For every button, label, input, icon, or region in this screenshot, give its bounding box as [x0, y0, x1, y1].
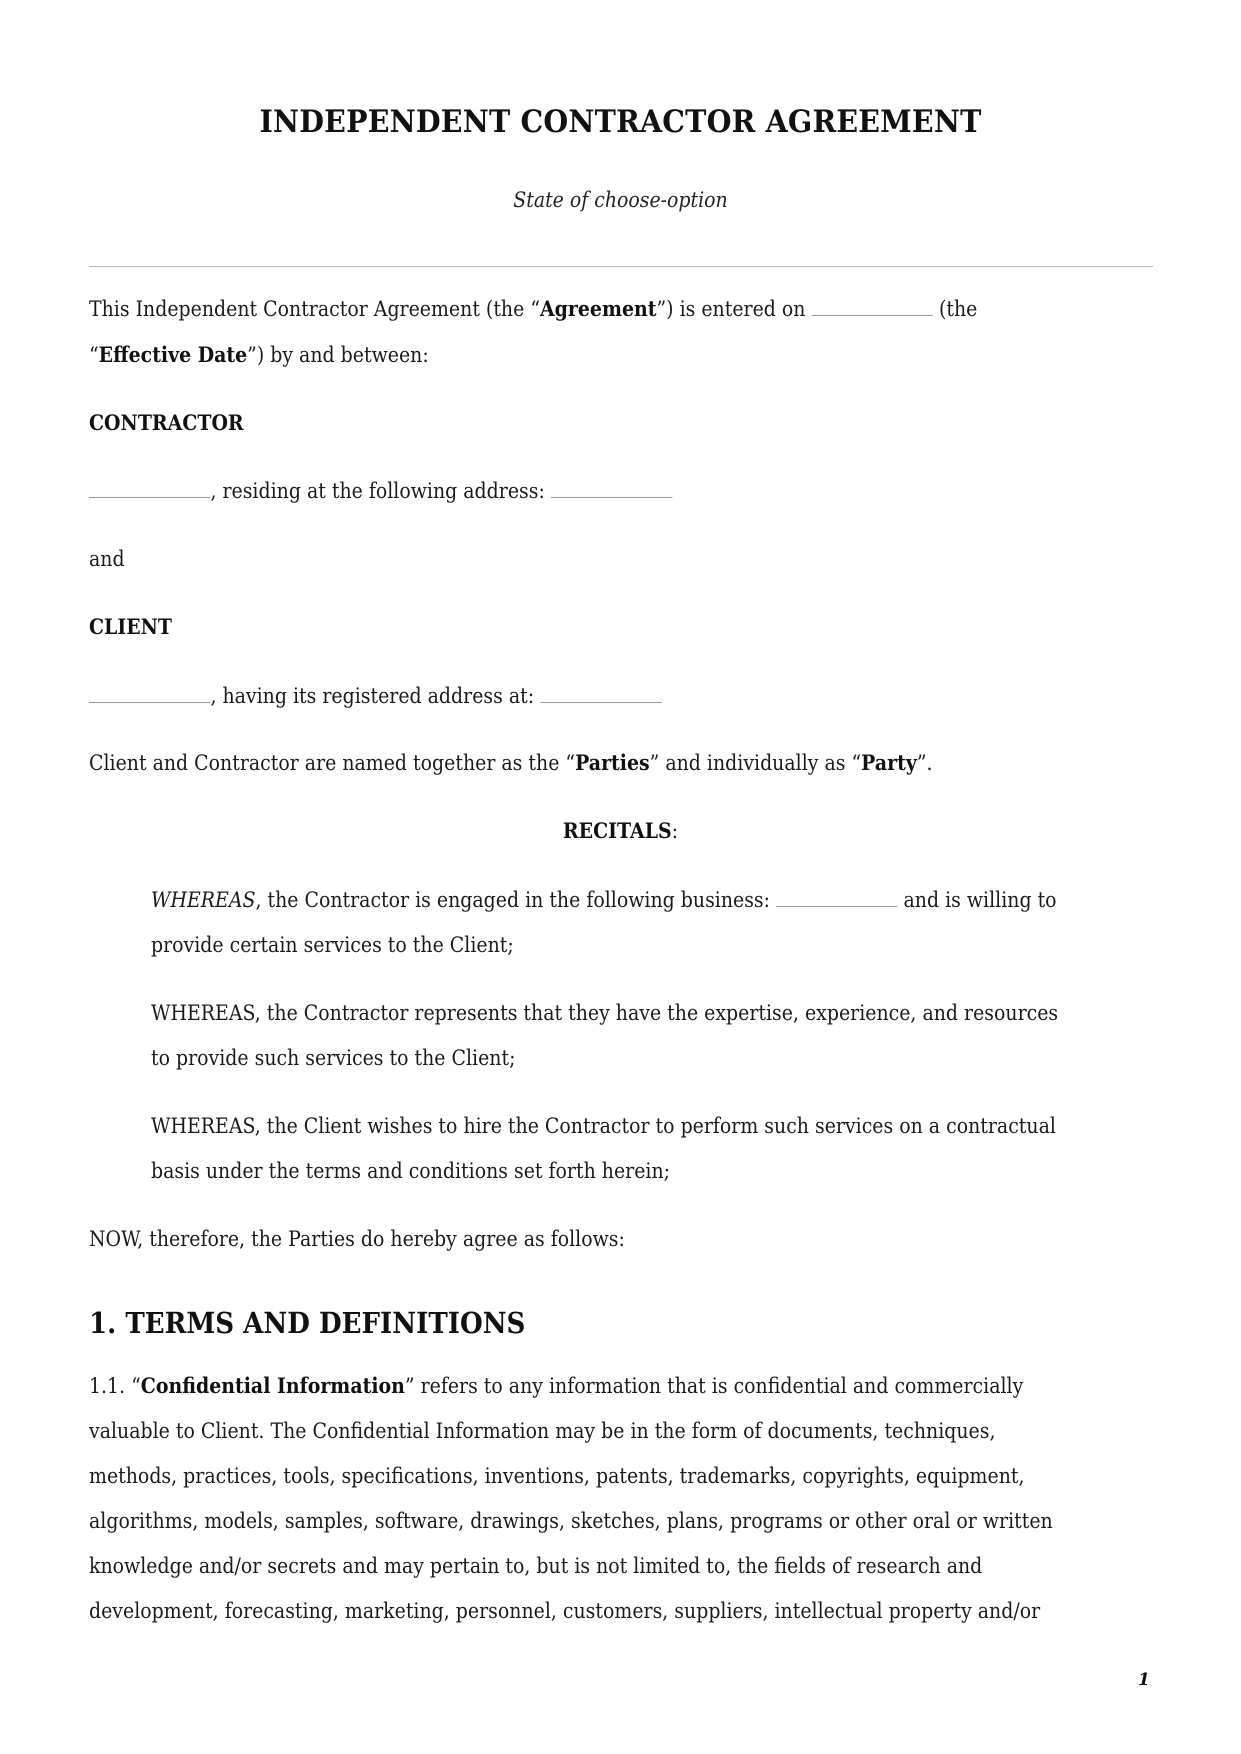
party-term: Party [861, 751, 917, 776]
recital-text: and is willing to [903, 888, 1057, 913]
clause-1-1-line: algorithms, models, samples, software, drawings, sketches, plans, programs or other oral or written [89, 1509, 1053, 1534]
whereas-term: WHEREAS [151, 888, 256, 913]
recital-3-line-2: basis under the terms and conditions set forth herein; [151, 1159, 671, 1184]
clause-1-1-line-1 [89, 1364, 1023, 1410]
document-title: INDEPENDENT CONTRACTOR AGREEMENT [259, 104, 982, 140]
now-therefore: NOW, therefore, the Parties do hereby agree as follows: [89, 1227, 625, 1252]
intro-text: (the [938, 297, 978, 322]
parties-text: Client and Contractor are named together as the “ [89, 751, 576, 776]
parties-sentence [89, 741, 933, 787]
intro-text: This Independent Contractor Agreement (the “ [89, 297, 540, 322]
recitals-heading [74, 809, 1166, 855]
intro-line-2 [89, 333, 429, 379]
recital-3-line-1: WHEREAS, the Client wishes to hire the Contractor to perform such services on a contractual [151, 1114, 1056, 1139]
agreement-term: Agreement [539, 297, 657, 322]
clause-1-1-line: development, forecasting, marketing, personnel, customers, suppliers, intellectual property and/or [89, 1599, 1041, 1624]
contractor-line [89, 469, 672, 515]
intro-text: ”) by and between: [247, 343, 429, 368]
clause-1-1-line: valuable to Client. The Confidential Information may be in the form of documents, techniques, [89, 1419, 996, 1444]
clause-text: ” refers to any information that is confidential and commercially [404, 1374, 1024, 1399]
clause-1-1-line: methods, practices, tools, specifications, inventions, patents, trademarks, copyrights, equipment, [89, 1464, 1025, 1489]
recital-text: , the Contractor is engaged in the following business: [255, 888, 771, 913]
client-name-blank[interactable] [89, 684, 210, 703]
recitals-heading-text: RECITALS [562, 819, 672, 844]
confidential-information-term: Confidential Information [140, 1374, 405, 1399]
client-line-text: , having its registered address at: [210, 684, 535, 709]
contractor-line-text: , residing at the following address: [210, 479, 545, 504]
header-divider [89, 266, 1153, 267]
client-address-blank[interactable] [540, 684, 661, 703]
and-text: and [89, 547, 125, 572]
contractor-heading: CONTRACTOR [89, 411, 244, 436]
recitals-colon: : [671, 819, 679, 844]
intro-text: ”) is entered on [656, 297, 806, 322]
quote-mark: “ [89, 343, 99, 368]
client-heading: CLIENT [89, 615, 173, 640]
document-subtitle: State of choose-option [513, 188, 728, 212]
contractor-address-blank[interactable] [551, 479, 672, 498]
recital-1-line-1 [151, 878, 1057, 924]
contractor-name-blank[interactable] [89, 479, 210, 498]
parties-text: ”. [916, 751, 933, 776]
clause-number: 1.1. “ [89, 1374, 141, 1399]
recital-1-line-2: provide certain services to the Client; [151, 933, 514, 958]
client-line [89, 674, 662, 720]
section-1-heading: 1. TERMS AND DEFINITIONS [89, 1306, 526, 1340]
effective-date-term: Effective Date [98, 343, 248, 368]
intro-line-1 [89, 287, 977, 333]
page-number: 1 [1138, 1670, 1150, 1690]
parties-text: ” and individually as “ [649, 751, 862, 776]
business-blank[interactable] [776, 888, 897, 907]
recital-2-line-1: WHEREAS, the Contractor represents that they have the expertise, experience, and resources [151, 1001, 1059, 1026]
recital-2-line-2: to provide such services to the Client; [151, 1046, 516, 1071]
parties-term: Parties [575, 751, 650, 776]
effective-date-blank[interactable] [811, 297, 932, 316]
clause-1-1-line: knowledge and/or secrets and may pertain to, but is not limited to, the fields of research and [89, 1554, 983, 1579]
